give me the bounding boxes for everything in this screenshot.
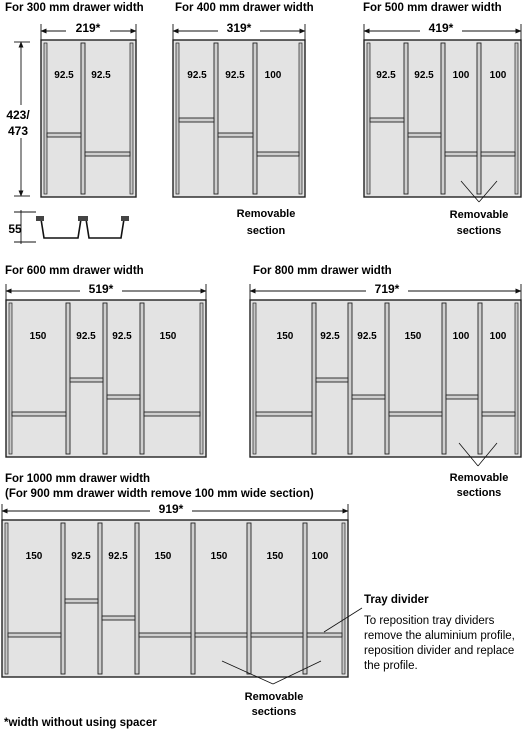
side-wall <box>367 43 370 194</box>
tray-divider <box>218 133 253 137</box>
compartment-width-label: 150 <box>266 551 284 562</box>
compartment-width-label: 92.5 <box>414 70 434 81</box>
removable-sections-label: Removable <box>449 209 509 221</box>
caption-500mm: For 500 mm drawer width <box>363 2 502 14</box>
removable-sections-label: sections <box>456 225 502 237</box>
divider-profile <box>135 523 139 674</box>
tray-divider <box>179 118 214 122</box>
tray-divider-instruction: remove the aluminium profile, <box>364 630 515 642</box>
divider-profile <box>477 43 481 194</box>
divider-profile <box>214 43 218 194</box>
removable-section-label: section <box>246 225 286 237</box>
compartment-width-label: 150 <box>154 551 172 562</box>
compartment-width-label: 92.5 <box>112 331 132 342</box>
compartment-width-label: 100 <box>311 551 329 562</box>
side-wall <box>200 303 203 454</box>
side-wall <box>515 303 518 454</box>
compartment-width-label: 92.5 <box>91 70 111 81</box>
side-wall <box>342 523 345 674</box>
divider-profile <box>253 43 257 194</box>
tray-divider <box>195 633 247 637</box>
tray-divider <box>307 633 342 637</box>
compartment-width-label: 100 <box>489 70 507 81</box>
side-wall <box>299 43 302 194</box>
removable-sections-label: sections <box>251 706 297 718</box>
tray-400mm <box>173 2 314 237</box>
tray-side-profile <box>38 219 127 238</box>
depth-dimension-top: 423/ <box>6 108 30 122</box>
compartment-width-label: 150 <box>159 331 177 342</box>
height-dimension: 55 <box>8 222 22 236</box>
profile-rim <box>78 216 88 221</box>
tray-divider <box>257 152 299 156</box>
divider-profile <box>140 303 144 454</box>
tray-divider-instruction: To reposition tray dividers <box>364 615 495 627</box>
width-dimension-1000mm: 919* <box>158 502 184 516</box>
side-wall <box>44 43 47 194</box>
tray-divider <box>12 412 66 416</box>
divider-profile <box>98 523 102 674</box>
caption-300mm: For 300 mm drawer width <box>5 2 144 14</box>
width-dimension-400mm: 319* <box>226 21 252 35</box>
compartment-width-label: 150 <box>210 551 228 562</box>
width-dimension-600mm: 519* <box>88 282 114 296</box>
caption-1000mm: For 1000 mm drawer width <box>5 473 151 485</box>
profile-rim <box>121 216 129 221</box>
tray-divider <box>482 412 515 416</box>
tray-divider <box>316 378 348 382</box>
compartment-width-label: 92.5 <box>225 70 245 81</box>
compartment-width-label: 100 <box>489 331 507 342</box>
divider-profile <box>348 303 352 454</box>
tray-divider <box>445 152 477 156</box>
depth-dimension-bottom: 473 <box>7 124 29 138</box>
divider-profile <box>81 43 85 194</box>
removable-sections-label: Removable <box>449 472 509 484</box>
compartment-width-label: 150 <box>276 331 294 342</box>
tray-divider <box>251 633 303 637</box>
tray-outline <box>2 520 348 677</box>
side-wall <box>253 303 256 454</box>
side-wall <box>5 523 8 674</box>
tray-divider <box>408 133 441 137</box>
compartment-width-label: 100 <box>452 70 470 81</box>
tray-divider <box>389 412 442 416</box>
tray-divider <box>144 412 200 416</box>
tray-1000mm <box>2 473 515 718</box>
side-wall <box>515 43 518 194</box>
tray-divider <box>65 599 98 603</box>
tray-divider <box>446 395 478 399</box>
tray-divider <box>85 152 130 156</box>
divider-profile <box>441 43 445 194</box>
divider-profile <box>61 523 65 674</box>
caption-800mm: For 800 mm drawer width <box>253 265 392 277</box>
removable-sections-label: Removable <box>244 691 304 703</box>
caption-600mm: For 600 mm drawer width <box>5 265 144 277</box>
divider-profile <box>478 303 482 454</box>
profile-rim <box>36 216 44 221</box>
removable-sections-label: sections <box>456 487 502 499</box>
divider-profile <box>103 303 107 454</box>
tray-divider <box>256 412 312 416</box>
tray-divider <box>370 118 404 122</box>
divider-profile <box>66 303 70 454</box>
divider-profile <box>404 43 408 194</box>
tray-divider-heading: Tray divider <box>364 594 429 606</box>
tray-divider <box>47 133 81 137</box>
tray-300mm <box>2 2 144 244</box>
compartment-width-label: 92.5 <box>376 70 396 81</box>
compartment-width-label: 150 <box>404 331 422 342</box>
tray-divider-instruction: reposition divider and replace <box>364 645 515 657</box>
tray-divider <box>139 633 191 637</box>
compartment-width-label: 150 <box>29 331 47 342</box>
tray-divider <box>70 378 103 382</box>
tray-500mm <box>363 2 521 237</box>
compartment-width-label: 92.5 <box>54 70 74 81</box>
tray-800mm <box>250 265 521 499</box>
side-wall <box>130 43 133 194</box>
divider-profile <box>385 303 389 454</box>
tray-divider <box>107 395 140 399</box>
divider-profile <box>303 523 307 674</box>
compartment-width-label: 92.5 <box>187 70 207 81</box>
compartment-width-label: 100 <box>264 70 282 81</box>
compartment-width-label: 100 <box>452 331 470 342</box>
compartment-width-label: 92.5 <box>108 551 128 562</box>
tray-divider <box>8 633 61 637</box>
caption-400mm: For 400 mm drawer width <box>175 2 314 14</box>
tray-divider <box>102 616 135 620</box>
divider-profile <box>247 523 251 674</box>
tray-600mm <box>5 265 206 457</box>
tray-divider <box>352 395 385 399</box>
compartment-width-label: 92.5 <box>76 331 96 342</box>
compartment-width-label: 92.5 <box>357 331 377 342</box>
footnote: *width without using spacer <box>4 717 157 729</box>
divider-profile <box>312 303 316 454</box>
tray-divider <box>481 152 515 156</box>
divider-profile <box>191 523 195 674</box>
compartment-width-label: 92.5 <box>71 551 91 562</box>
tray-outline <box>41 40 136 197</box>
divider-profile <box>442 303 446 454</box>
compartment-width-label: 92.5 <box>320 331 340 342</box>
width-dimension-300mm: 219* <box>75 21 101 35</box>
compartment-width-label: 150 <box>25 551 43 562</box>
tray-divider-instruction: the profile. <box>364 660 418 672</box>
width-dimension-500mm: 419* <box>428 21 454 35</box>
caption-900mm-note: (For 900 mm drawer width remove 100 mm wide section) <box>5 488 314 500</box>
width-dimension-800mm: 719* <box>374 282 400 296</box>
removable-section-label: Removable <box>236 208 296 220</box>
side-wall <box>9 303 12 454</box>
